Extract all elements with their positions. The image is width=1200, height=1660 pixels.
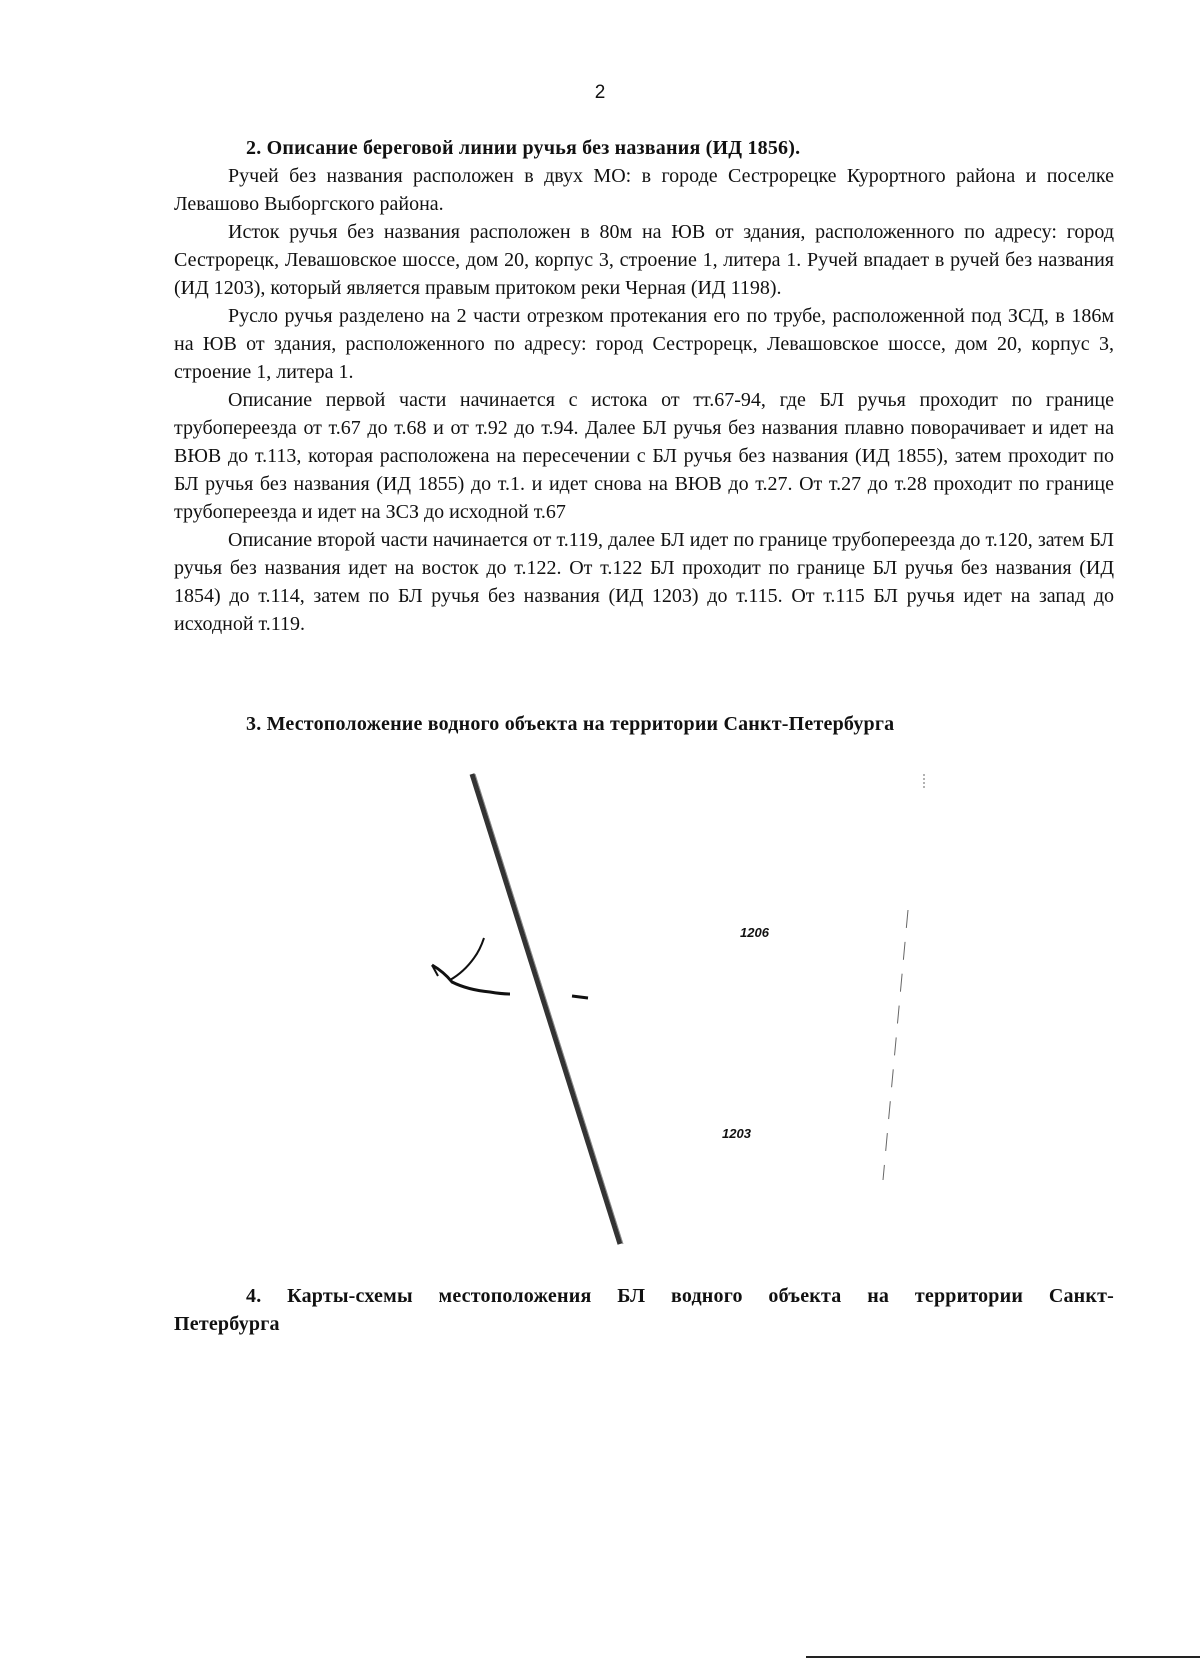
paragraph-source: Исток ручья без названия расположен в 80м на ЮВ от здания, расположенного по адресу: город Сестрорецк, Левашовское шоссе, дом 20, корпус 3, строение 1, литера 1. Ручей впадает в ручей без названия (ИД 1203), который является правым притоком реки Черная (ИД 1198). <box>174 221 1114 299</box>
boundary-line <box>883 910 908 1180</box>
stream-branch <box>432 965 510 994</box>
paragraph-channel: Русло ручья разделено на 2 части отрезком протекания его по трубе, расположенной под ЗСД, в 186м на ЮВ от здания, расположенного по адресу: город Сестрорецк, Левашовское шоссе, дом 20, корпус 3, строение 1, литера 1. <box>174 305 1114 383</box>
map-label-1203: 1203 <box>722 1126 751 1141</box>
section-3-heading: 3. Местоположение водного объекта на территории Санкт-Петербурга <box>246 713 895 735</box>
section-4-heading: 4. Карты-схемы местоположения БЛ водного объекта на территории Санкт-Петербурга <box>174 1285 1114 1335</box>
section-map-schemes <box>174 1282 1114 1338</box>
paragraph-second-part: Описание второй части начинается от т.119, далее БЛ идет по границе трубопереезда до т.120, затем БЛ ручья без названия идет на восток до т.122. От т.122 БЛ проходит по границе БЛ ручья без названия (ИД 1854) до т.114, затем по БЛ ручья без названия (ИД 1203) до т.115. От т.115 БЛ ручья идет на запад до исходной т.119. <box>174 529 1114 635</box>
page-bottom-rule <box>806 1656 1200 1658</box>
section-2-heading: 2. Описание береговой линии ручья без названия (ИД 1856). <box>246 137 801 159</box>
location-map-drawing <box>400 760 960 1250</box>
road-line-edge <box>475 774 623 1244</box>
road-line <box>472 774 620 1244</box>
location-map <box>400 760 960 1250</box>
paragraph-first-part: Описание первой части начинается с истока от тт.67-94, где БЛ ручья проходит по границе трубопереезда от т.67 до т.68 и от т.92 до т.94. Далее БЛ ручья без названия плавно поворачивает и идет на ВЮВ до т.113, которая расположена на пересечении с БЛ ручья без названия (ИД 1855), затем проходит по БЛ ручья без названия (ИД 1855) до т.1. и идет снова на ВЮВ до т.27. От т.27 до т.28 проходит по границе трубопереезда и идет на ЗСЗ до исходной т.67 <box>174 389 1114 523</box>
section-shoreline-description <box>174 134 1114 638</box>
stream-tributary <box>450 938 484 980</box>
page-number: 2 <box>594 82 606 103</box>
stream-mark <box>572 996 588 998</box>
paragraph-location: Ручей без названия расположен в двух МО: в городе Сестрорецке Курортного района и поселке Левашово Выборгского района. <box>174 165 1114 215</box>
map-label-1206: 1206 <box>740 925 769 940</box>
